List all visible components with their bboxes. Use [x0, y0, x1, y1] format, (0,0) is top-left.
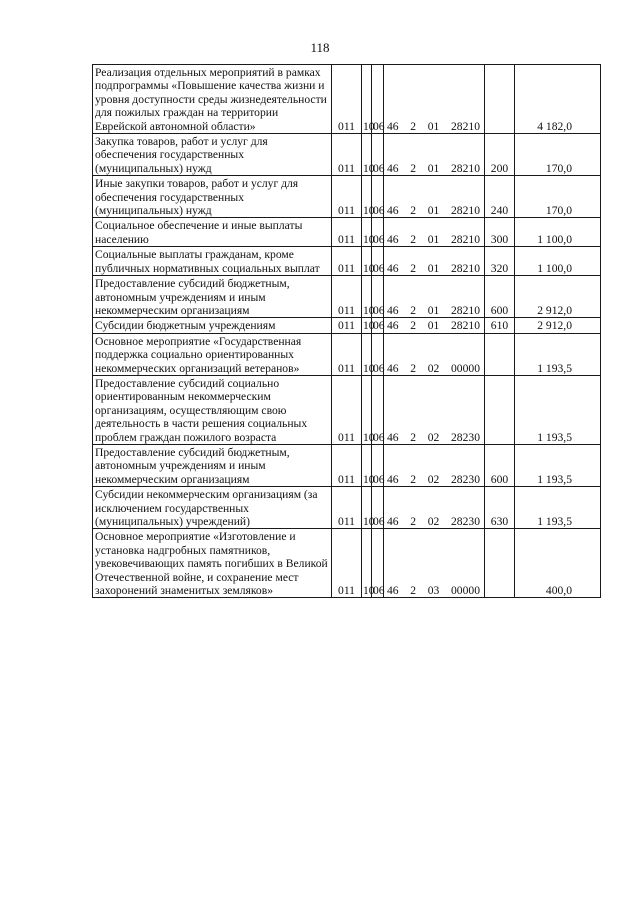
target-article-code — [386, 473, 482, 486]
target-article-part: 02 — [427, 361, 440, 375]
table-row — [93, 134, 601, 176]
amount-cell: 2 912,0 — [515, 318, 601, 333]
amount-cell: 2 912,0 — [515, 276, 601, 318]
target-article-cell — [384, 176, 485, 218]
target-article-part: 00000 — [451, 361, 480, 375]
subsection-code-cell: 06 — [372, 176, 384, 218]
target-article-cell — [384, 333, 485, 375]
table-row — [93, 444, 601, 486]
section-code-cell: 10 — [363, 319, 375, 333]
target-article-part: 46 — [387, 204, 399, 218]
expense-type-cell — [485, 529, 515, 598]
grbs-code-cell: 011 — [332, 487, 362, 529]
amount-cell: 170,0 — [515, 176, 601, 218]
target-article-part: 28210 — [451, 261, 480, 275]
section-code-cell: 10 — [362, 375, 372, 444]
section-code-cell: 10 — [362, 247, 372, 276]
target-article-part: 46 — [387, 303, 399, 317]
subsection-code-cell: 06 — [372, 218, 384, 247]
target-article-part: 28210 — [451, 232, 480, 246]
target-article-part: 46 — [387, 119, 399, 133]
section-code-cell: 10 — [362, 134, 372, 176]
budget-table — [92, 64, 601, 598]
target-article-part: 2 — [410, 303, 417, 317]
expense-type-cell: 320 — [485, 247, 515, 276]
table-row — [93, 218, 601, 247]
target-article-cell — [384, 134, 485, 176]
expense-name-cell: Социальные выплаты гражданам, кроме публичных нормативных социальных выплат — [93, 247, 332, 276]
grbs-code-cell: 011 — [332, 65, 362, 134]
target-article-part: 28210 — [451, 303, 480, 317]
target-article-part: 2 — [410, 319, 417, 333]
amount-cell: 170,0 — [515, 134, 601, 176]
section-code-cell: 10 — [362, 218, 372, 247]
target-article-part: 2 — [410, 119, 417, 133]
target-article-code — [386, 362, 482, 375]
table-row — [93, 276, 601, 318]
table-row — [93, 333, 601, 375]
target-article-part: 2 — [410, 204, 417, 218]
expense-name-cell: Предоставление субсидий бюджетным, автономным учреждениям и иным некоммерческим организациям — [93, 276, 332, 318]
section-code-cell: 10 — [362, 444, 372, 486]
section-code-cell: 10 — [362, 65, 372, 134]
target-article-code — [386, 262, 482, 275]
expense-type-cell: 600 — [485, 276, 515, 318]
target-article-part: 46 — [387, 430, 399, 444]
expense-name-cell: Субсидии некоммерческим организациям (за исключением государственных (муниципальных) учреждений) — [93, 487, 332, 529]
grbs-code-cell: 011 — [332, 333, 362, 375]
subsection-code-cell: 06 — [373, 319, 385, 333]
grbs-code-cell: 011 — [332, 134, 362, 176]
target-article-cell — [384, 318, 485, 333]
expense-name-cell: Иные закупки товаров, работ и услуг для обеспечения государственных (муниципальных) нужд — [93, 176, 332, 218]
target-article-part: 46 — [387, 515, 399, 528]
target-article-part: 46 — [387, 361, 399, 375]
subsection-code-cell: 06 — [372, 444, 384, 486]
grbs-code-cell: 011 — [332, 444, 362, 486]
target-article-part: 28210 — [451, 204, 480, 218]
target-article-code — [386, 204, 482, 217]
amount-cell: 4 182,0 — [515, 65, 601, 134]
amount-cell: 1 100,0 — [515, 247, 601, 276]
subsection-code-cell: 06 — [372, 487, 384, 529]
target-article-code — [386, 162, 482, 175]
table-row — [93, 487, 601, 529]
target-article-part: 2 — [410, 161, 417, 175]
expense-type-cell: 600 — [485, 444, 515, 486]
amount-cell: 1 193,5 — [515, 375, 601, 444]
grbs-code-cell: 011 — [332, 247, 362, 276]
table-row — [93, 375, 601, 444]
target-article-part: 02 — [427, 515, 440, 528]
grbs-code-cell: 011 — [332, 375, 362, 444]
table-row — [93, 529, 601, 598]
target-article-code — [386, 431, 482, 444]
target-article-part: 28210 — [451, 161, 480, 175]
subsection-code-cell: 06 — [372, 134, 384, 176]
grbs-code-cell: 011 — [332, 529, 362, 598]
grbs-code-cell: 011 — [332, 176, 362, 218]
target-article-cell — [384, 276, 485, 318]
expense-name-cell: Субсидии бюджетным учреждениям — [93, 318, 332, 333]
amount-cell: 1 100,0 — [515, 218, 601, 247]
target-article-part: 02 — [427, 472, 440, 486]
expense-type-cell: 240 — [485, 176, 515, 218]
expense-name-cell: Закупка товаров, работ и услуг для обеспечения государственных (муниципальных) нужд — [93, 134, 332, 176]
expense-name-cell: Предоставление субсидий социально ориентированным некоммерческим организациям, осуществляющим свою деятельность в части решения социальных проблем граждан пожилого возраста — [93, 375, 332, 444]
target-article-part: 01 — [427, 303, 440, 317]
target-article-part: 46 — [387, 472, 399, 486]
target-article-part: 2 — [410, 361, 417, 375]
target-article-code — [386, 304, 482, 317]
target-article-cell — [384, 218, 485, 247]
expense-type-cell: 610 — [485, 318, 515, 333]
amount-cell: 1 193,5 — [515, 444, 601, 486]
target-article-part: 46 — [387, 161, 399, 175]
target-article-part: 46 — [387, 261, 399, 275]
target-article-part: 28210 — [451, 119, 480, 133]
target-article-code — [386, 584, 482, 597]
target-article-cell — [384, 247, 485, 276]
target-article-code — [386, 120, 482, 133]
expense-type-cell: 200 — [485, 134, 515, 176]
target-article-cell — [384, 65, 485, 134]
amount-cell: 1 193,5 — [515, 333, 601, 375]
subsection-code-cell: 06 — [372, 247, 384, 276]
target-article-part: 02 — [427, 430, 440, 444]
table-row — [93, 247, 601, 276]
grbs-code-cell: 011 — [332, 276, 362, 318]
subsection-code-cell: 06 — [372, 276, 384, 318]
expense-name-cell: Основное мероприятие «Государственная поддержка социально ориентированных некоммерческих организаций ветеранов» — [93, 333, 332, 375]
expense-name-cell: Социальное обеспечение и иные выплаты населению — [93, 218, 332, 247]
budget-table-body — [93, 65, 601, 598]
table-row — [93, 318, 601, 333]
expense-type-cell: 630 — [485, 487, 515, 529]
section-code-cell: 10 — [362, 176, 372, 218]
amount-cell: 1 193,5 — [515, 487, 601, 529]
target-article-part: 2 — [410, 232, 417, 246]
target-article-part: 2 — [410, 515, 417, 528]
target-article-part: 2 — [410, 430, 417, 444]
target-article-part: 2 — [410, 584, 417, 598]
section-code-cell: 10 — [362, 333, 372, 375]
target-article-cell — [384, 487, 485, 529]
subsection-code-cell: 06 — [372, 529, 384, 598]
expense-type-cell: 300 — [485, 218, 515, 247]
subsection-code-cell: 06 — [372, 65, 384, 134]
target-article-part: 46 — [387, 232, 399, 246]
section-code-cell: 10 — [362, 276, 372, 318]
expense-name-cell: Предоставление субсидий бюджетным, автономным учреждениям и иным некоммерческим организациям — [93, 444, 332, 486]
target-article-part: 28210 — [451, 319, 480, 333]
target-article-code — [386, 233, 482, 246]
section-code-cell: 10 — [362, 529, 372, 598]
target-article-part: 28230 — [451, 430, 480, 444]
subsection-code-cell: 06 — [372, 375, 384, 444]
target-article-part: 01 — [427, 261, 440, 275]
page-number: 118 — [310, 40, 330, 55]
target-article-part: 46 — [387, 584, 399, 598]
table-row — [93, 176, 601, 218]
target-article-part: 03 — [427, 584, 440, 598]
expense-name-cell: Реализация отдельных мероприятий в рамках подпрограммы «Повышение качества жизни и уровня доступности среды жизнедеятельности для пожилых граждан на территории Еврейской автономной области» — [93, 65, 332, 134]
target-article-code — [386, 515, 482, 528]
target-article-part: 01 — [427, 161, 440, 175]
target-article-code — [386, 319, 482, 332]
target-article-part: 01 — [427, 232, 440, 246]
grbs-code-cell: 011 — [332, 218, 362, 247]
target-article-part: 2 — [410, 472, 417, 486]
grbs-code-cell: 011 — [332, 318, 362, 333]
target-article-part: 28230 — [451, 515, 480, 528]
expense-type-cell — [485, 333, 515, 375]
table-row — [93, 65, 601, 134]
subsection-code-cell: 06 — [372, 333, 384, 375]
target-article-part: 00000 — [451, 584, 480, 598]
target-article-part: 28230 — [451, 472, 480, 486]
target-article-part: 46 — [387, 319, 399, 333]
target-article-part: 01 — [427, 119, 440, 133]
target-article-part: 2 — [410, 261, 417, 275]
target-article-cell — [384, 375, 485, 444]
target-article-cell — [384, 529, 485, 598]
expense-type-cell — [485, 65, 515, 134]
expense-name-cell: Основное мероприятие «Изготовление и установка надгробных памятников, увековечивающих память погибших в Великой Отечественной войне, и сохранение мест захоронений знаменитых земляков» — [93, 529, 332, 598]
target-article-cell — [384, 444, 485, 486]
target-article-part: 01 — [427, 204, 440, 218]
expense-type-cell — [485, 375, 515, 444]
amount-cell: 400,0 — [515, 529, 601, 598]
target-article-part: 01 — [427, 319, 440, 333]
section-code-cell: 10 — [362, 487, 372, 529]
